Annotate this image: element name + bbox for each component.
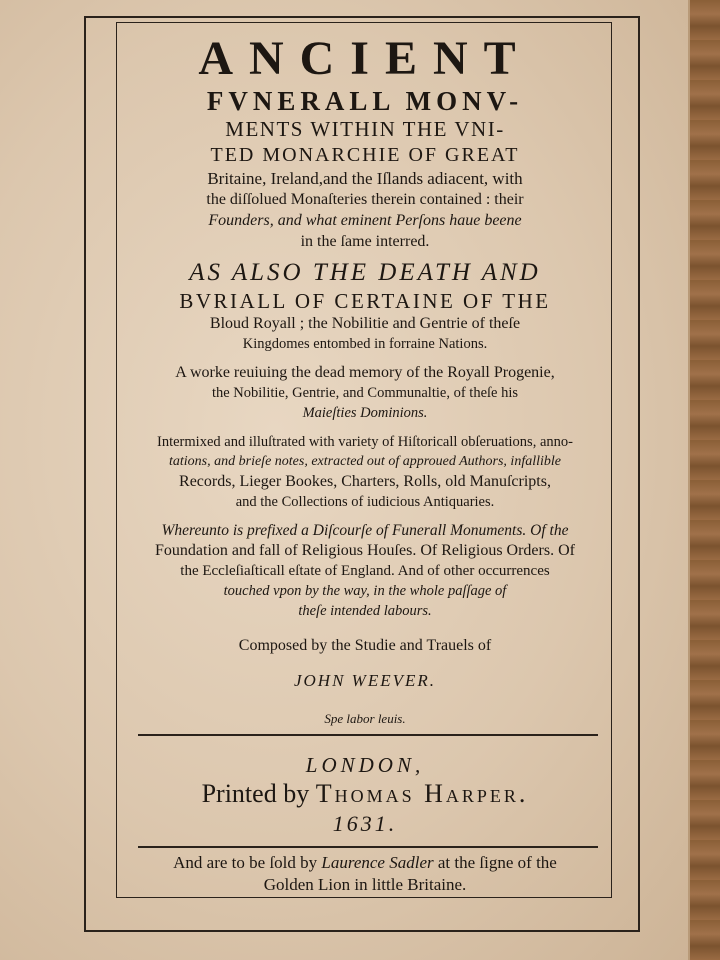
also-line-4: Kingdomes entombed in forraine Nations. <box>242 336 488 352</box>
whereunto-line-2: Foundation and fall of Religious Houſes. Of Religious Orders. Of <box>155 542 575 559</box>
worke-line-2: the Nobilitie, Gentrie, and Communaltie, of theſe his <box>211 385 519 401</box>
title-line-1: ANCIENT <box>198 32 532 85</box>
title-line-8: in the ſame interred. <box>300 233 430 250</box>
title-line-3: MENTS WITHIN THE VNI- <box>225 117 505 141</box>
motto: Spe labor leuis. <box>324 711 406 726</box>
intermixed-line-4: and the Collections of iudicious Antiquaries. <box>235 494 495 510</box>
also-line-3: Bloud Royall ; the Nobilitie and Gentrie of theſe <box>209 315 521 332</box>
title-line-2: FVNERALL MONV- <box>206 86 524 116</box>
whereunto-line-3: the Eccleſiaſticall eſtate of England. And of other occurrences <box>180 563 550 579</box>
intermixed-line-1: Intermixed and illuſtrated with variety of Hiſtoricall obſeruations, anno- <box>157 434 573 450</box>
whereunto-line-4: touched vpon by the way, in the whole paſſage of <box>223 583 507 599</box>
seller-text-a: And are to be ſold by <box>173 853 322 872</box>
also-line-2: BVRIALL OF CERTAINE OF THE <box>179 289 551 313</box>
worke-line-3: Maieſties Dominions. <box>302 405 428 421</box>
whereunto-line-5: theſe intended labours. <box>298 603 432 619</box>
whereunto-line-1: Whereunto is prefixed a Diſcourſe of Funerall Monuments. Of the <box>161 522 569 539</box>
composed-line: Composed by the Studie and Trauels of <box>238 637 492 654</box>
divider-rule-bottom <box>138 846 598 848</box>
imprint-year: 1631. <box>332 811 398 836</box>
divider-rule-top <box>138 734 598 736</box>
seller-text-b: at the ſigne of the <box>433 853 557 872</box>
seller-line-1 <box>122 852 608 874</box>
title-line-6: the diſſolued Monaſteries therein contained : their <box>206 191 524 208</box>
imprint-printed-by <box>122 778 608 810</box>
printer-name: Thomas Harper. <box>315 779 529 808</box>
worke-line-1: A worke reuiuing the dead memory of the Royall Progenie, <box>175 364 555 381</box>
seller-name: Laurence Sadler <box>321 853 434 872</box>
author-name: JOHN WEEVER. <box>293 671 437 690</box>
seller-block <box>122 852 608 896</box>
title-line-5: Britaine, Ireland,and the Iſlands adiacent, with <box>207 169 523 188</box>
printed-prefix: Printed by <box>201 779 310 808</box>
intermixed-line-3: Records, Lieger Bookes, Charters, Rolls, old Manuſcripts, <box>179 473 551 490</box>
also-line-1: AS ALSO THE DEATH AND <box>189 259 541 286</box>
title-line-4: TED MONARCHIE OF GREAT <box>210 144 520 166</box>
intermixed-line-2: tations, and brieſe notes, extracted out of approued Authors, infallible <box>169 454 561 469</box>
seller-line-2: Golden Lion in little Britaine. <box>263 875 467 894</box>
title-block <box>122 28 608 728</box>
imprint-block <box>122 752 608 838</box>
imprint-city: LONDON, <box>305 753 425 777</box>
title-line-7: Founders, and what eminent Perſons haue beene <box>208 212 522 229</box>
